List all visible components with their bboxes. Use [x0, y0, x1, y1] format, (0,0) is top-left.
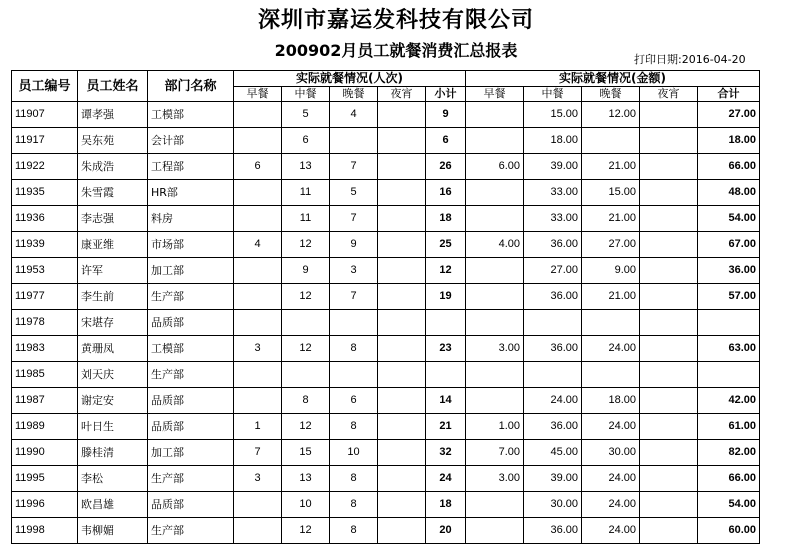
- supper-amount-cell: [640, 466, 698, 492]
- header-count-breakfast: 早餐: [234, 87, 282, 102]
- breakfast-amount-cell: [466, 362, 524, 388]
- breakfast-count-cell: [234, 128, 282, 154]
- header-dept: 部门名称: [148, 71, 234, 102]
- breakfast-count-cell: 4: [234, 232, 282, 258]
- lunch-count-cell: 13: [282, 466, 330, 492]
- table-row: [12, 232, 760, 258]
- table-row: [12, 310, 760, 336]
- lunch-amount-cell: [524, 310, 582, 336]
- breakfast-amount-cell: [466, 180, 524, 206]
- lunch-count-cell: [282, 310, 330, 336]
- lunch-count-cell: 12: [282, 284, 330, 310]
- table-row: [12, 362, 760, 388]
- breakfast-count-cell: [234, 206, 282, 232]
- total-amount-cell: 82.00: [698, 440, 760, 466]
- emp-name-cell: 李松: [78, 466, 148, 492]
- supper-amount-cell: [640, 440, 698, 466]
- total-amount-cell: 54.00: [698, 492, 760, 518]
- header-amount-group: 实际就餐情况(金额): [466, 71, 760, 87]
- total-amount-cell: 67.00: [698, 232, 760, 258]
- supper-amount-cell: [640, 492, 698, 518]
- supper-count-cell: [378, 310, 426, 336]
- subtotal-count-cell: 12: [426, 258, 466, 284]
- subtotal-count-cell: 9: [426, 102, 466, 128]
- dinner-amount-cell: 21.00: [582, 206, 640, 232]
- table-row: [12, 258, 760, 284]
- breakfast-count-cell: [234, 388, 282, 414]
- total-amount-cell: 63.00: [698, 336, 760, 362]
- breakfast-count-cell: [234, 492, 282, 518]
- dept-cell: 加工部: [148, 440, 234, 466]
- emp-id-cell: 11907: [12, 102, 78, 128]
- breakfast-amount-cell: [466, 258, 524, 284]
- subtotal-count-cell: 25: [426, 232, 466, 258]
- breakfast-amount-cell: [466, 206, 524, 232]
- breakfast-count-cell: 6: [234, 154, 282, 180]
- supper-count-cell: [378, 466, 426, 492]
- emp-id-cell: 11917: [12, 128, 78, 154]
- dinner-amount-cell: [582, 362, 640, 388]
- emp-name-cell: 宋堪存: [78, 310, 148, 336]
- dinner-count-cell: 4: [330, 102, 378, 128]
- lunch-count-cell: 11: [282, 180, 330, 206]
- breakfast-count-cell: [234, 518, 282, 544]
- breakfast-amount-cell: 1.00: [466, 414, 524, 440]
- total-amount-cell: 48.00: [698, 180, 760, 206]
- supper-amount-cell: [640, 102, 698, 128]
- dinner-count-cell: 8: [330, 414, 378, 440]
- dinner-amount-cell: 24.00: [582, 492, 640, 518]
- supper-count-cell: [378, 258, 426, 284]
- lunch-amount-cell: 24.00: [524, 388, 582, 414]
- supper-amount-cell: [640, 232, 698, 258]
- lunch-amount-cell: 36.00: [524, 414, 582, 440]
- table-row: [12, 388, 760, 414]
- print-date-label: 打印日期:: [634, 53, 682, 66]
- total-amount-cell: 61.00: [698, 414, 760, 440]
- breakfast-amount-cell: [466, 128, 524, 154]
- dept-cell: 生产部: [148, 466, 234, 492]
- emp-name-cell: 谢定安: [78, 388, 148, 414]
- table-row: [12, 102, 760, 128]
- dept-cell: 品质部: [148, 414, 234, 440]
- dinner-count-cell: [330, 310, 378, 336]
- supper-amount-cell: [640, 258, 698, 284]
- dinner-amount-cell: 24.00: [582, 414, 640, 440]
- supper-amount-cell: [640, 518, 698, 544]
- supper-amount-cell: [640, 128, 698, 154]
- emp-name-cell: 李生前: [78, 284, 148, 310]
- emp-name-cell: 刘天庆: [78, 362, 148, 388]
- lunch-count-cell: 5: [282, 102, 330, 128]
- emp-id-cell: 11977: [12, 284, 78, 310]
- emp-name-cell: 叶日生: [78, 414, 148, 440]
- subtotal-count-cell: 23: [426, 336, 466, 362]
- report-title: 200902月员工就餐消费汇总报表: [274, 41, 518, 60]
- supper-count-cell: [378, 518, 426, 544]
- breakfast-amount-cell: 3.00: [466, 336, 524, 362]
- dinner-count-cell: 5: [330, 180, 378, 206]
- total-amount-cell: [698, 362, 760, 388]
- dinner-count-cell: 8: [330, 336, 378, 362]
- emp-name-cell: 黄珊凤: [78, 336, 148, 362]
- dinner-count-cell: 7: [330, 206, 378, 232]
- dept-cell: 生产部: [148, 518, 234, 544]
- emp-id-cell: 11936: [12, 206, 78, 232]
- header-emp-id: 员工编号: [12, 71, 78, 102]
- emp-id-cell: 11978: [12, 310, 78, 336]
- header-count-group: 实际就餐情况(人次): [234, 71, 466, 87]
- supper-count-cell: [378, 232, 426, 258]
- dept-cell: HR部: [148, 180, 234, 206]
- table-row: [12, 492, 760, 518]
- header-amount-lunch: 中餐: [524, 87, 582, 102]
- lunch-count-cell: 12: [282, 336, 330, 362]
- dept-cell: 品质部: [148, 388, 234, 414]
- total-amount-cell: 36.00: [698, 258, 760, 284]
- dept-cell: 市场部: [148, 232, 234, 258]
- total-amount-cell: 54.00: [698, 206, 760, 232]
- breakfast-count-cell: [234, 180, 282, 206]
- dinner-count-cell: [330, 362, 378, 388]
- subtotal-count-cell: 19: [426, 284, 466, 310]
- supper-amount-cell: [640, 206, 698, 232]
- breakfast-count-cell: 7: [234, 440, 282, 466]
- breakfast-amount-cell: [466, 492, 524, 518]
- breakfast-amount-cell: [466, 102, 524, 128]
- emp-name-cell: 谭孝强: [78, 102, 148, 128]
- lunch-amount-cell: [524, 362, 582, 388]
- header-amount-total: 合计: [698, 87, 760, 102]
- header-count-lunch: 中餐: [282, 87, 330, 102]
- emp-id-cell: 11985: [12, 362, 78, 388]
- lunch-amount-cell: 36.00: [524, 232, 582, 258]
- dinner-amount-cell: 21.00: [582, 154, 640, 180]
- dinner-amount-cell: 27.00: [582, 232, 640, 258]
- breakfast-amount-cell: 7.00: [466, 440, 524, 466]
- total-amount-cell: 57.00: [698, 284, 760, 310]
- supper-count-cell: [378, 414, 426, 440]
- lunch-count-cell: 12: [282, 232, 330, 258]
- lunch-amount-cell: 18.00: [524, 128, 582, 154]
- subtotal-count-cell: 32: [426, 440, 466, 466]
- lunch-amount-cell: 36.00: [524, 336, 582, 362]
- supper-amount-cell: [640, 154, 698, 180]
- dinner-amount-cell: 12.00: [582, 102, 640, 128]
- subtotal-count-cell: 24: [426, 466, 466, 492]
- dept-cell: 工程部: [148, 154, 234, 180]
- subtotal-count-cell: 14: [426, 388, 466, 414]
- dinner-count-cell: 6: [330, 388, 378, 414]
- dinner-count-cell: 8: [330, 492, 378, 518]
- dinner-amount-cell: 24.00: [582, 466, 640, 492]
- emp-name-cell: 李志强: [78, 206, 148, 232]
- dinner-amount-cell: 24.00: [582, 518, 640, 544]
- lunch-amount-cell: 33.00: [524, 206, 582, 232]
- table-row: [12, 180, 760, 206]
- subtotal-count-cell: 6: [426, 128, 466, 154]
- emp-id-cell: 11935: [12, 180, 78, 206]
- lunch-count-cell: 11: [282, 206, 330, 232]
- emp-name-cell: 朱成浩: [78, 154, 148, 180]
- subtotal-count-cell: 20: [426, 518, 466, 544]
- lunch-count-cell: [282, 362, 330, 388]
- breakfast-count-cell: 3: [234, 336, 282, 362]
- table-body: [12, 102, 760, 544]
- lunch-amount-cell: 33.00: [524, 180, 582, 206]
- emp-id-cell: 11990: [12, 440, 78, 466]
- dinner-amount-cell: 9.00: [582, 258, 640, 284]
- supper-count-cell: [378, 362, 426, 388]
- dinner-count-cell: 8: [330, 518, 378, 544]
- lunch-count-cell: 15: [282, 440, 330, 466]
- dept-cell: 工模部: [148, 336, 234, 362]
- emp-id-cell: 11989: [12, 414, 78, 440]
- dept-cell: 生产部: [148, 362, 234, 388]
- dept-cell: 品质部: [148, 492, 234, 518]
- company-title: 深圳市嘉运发科技有限公司: [257, 8, 534, 33]
- breakfast-count-cell: [234, 258, 282, 284]
- dept-cell: 工模部: [148, 102, 234, 128]
- print-date-value: 2016-04-20: [681, 53, 746, 66]
- dinner-amount-cell: 15.00: [582, 180, 640, 206]
- dinner-count-cell: 7: [330, 284, 378, 310]
- header-count-supper: 夜宵: [378, 87, 426, 102]
- emp-id-cell: 11995: [12, 466, 78, 492]
- header-emp-name: 员工姓名: [78, 71, 148, 102]
- header-amount-supper: 夜宵: [640, 87, 698, 102]
- header-count-dinner: 晚餐: [330, 87, 378, 102]
- supper-count-cell: [378, 206, 426, 232]
- subtotal-count-cell: 21: [426, 414, 466, 440]
- total-amount-cell: 18.00: [698, 128, 760, 154]
- supper-count-cell: [378, 388, 426, 414]
- supper-count-cell: [378, 180, 426, 206]
- breakfast-count-cell: 3: [234, 466, 282, 492]
- emp-name-cell: 吴东苑: [78, 128, 148, 154]
- supper-count-cell: [378, 102, 426, 128]
- breakfast-count-cell: [234, 284, 282, 310]
- lunch-amount-cell: 45.00: [524, 440, 582, 466]
- emp-name-cell: 康亚维: [78, 232, 148, 258]
- meal-summary-table: [11, 70, 760, 544]
- lunch-amount-cell: 27.00: [524, 258, 582, 284]
- breakfast-amount-cell: 6.00: [466, 154, 524, 180]
- total-amount-cell: [698, 310, 760, 336]
- dept-cell: 会计部: [148, 128, 234, 154]
- lunch-amount-cell: 39.00: [524, 154, 582, 180]
- lunch-amount-cell: 39.00: [524, 466, 582, 492]
- dinner-amount-cell: [582, 128, 640, 154]
- supper-count-cell: [378, 154, 426, 180]
- lunch-amount-cell: 30.00: [524, 492, 582, 518]
- lunch-count-cell: 12: [282, 414, 330, 440]
- breakfast-count-cell: [234, 310, 282, 336]
- dept-cell: 品质部: [148, 310, 234, 336]
- subtotal-count-cell: [426, 310, 466, 336]
- dinner-amount-cell: 21.00: [582, 284, 640, 310]
- table-row: [12, 518, 760, 544]
- emp-name-cell: 朱雪霞: [78, 180, 148, 206]
- breakfast-amount-cell: 4.00: [466, 232, 524, 258]
- lunch-amount-cell: 36.00: [524, 284, 582, 310]
- dinner-count-cell: 10: [330, 440, 378, 466]
- emp-id-cell: 11983: [12, 336, 78, 362]
- breakfast-amount-cell: [466, 388, 524, 414]
- breakfast-amount-cell: [466, 310, 524, 336]
- table-row: [12, 206, 760, 232]
- subtotal-count-cell: 18: [426, 206, 466, 232]
- supper-amount-cell: [640, 414, 698, 440]
- emp-id-cell: 11998: [12, 518, 78, 544]
- dinner-amount-cell: [582, 310, 640, 336]
- supper-count-cell: [378, 492, 426, 518]
- header-amount-breakfast: 早餐: [466, 87, 524, 102]
- lunch-count-cell: 9: [282, 258, 330, 284]
- lunch-count-cell: 8: [282, 388, 330, 414]
- supper-amount-cell: [640, 362, 698, 388]
- lunch-amount-cell: 15.00: [524, 102, 582, 128]
- total-amount-cell: 27.00: [698, 102, 760, 128]
- supper-amount-cell: [640, 336, 698, 362]
- dinner-amount-cell: 30.00: [582, 440, 640, 466]
- dinner-amount-cell: 18.00: [582, 388, 640, 414]
- breakfast-count-cell: [234, 362, 282, 388]
- supper-count-cell: [378, 284, 426, 310]
- print-date: [634, 53, 746, 67]
- emp-name-cell: 欧昌雄: [78, 492, 148, 518]
- lunch-amount-cell: 36.00: [524, 518, 582, 544]
- emp-id-cell: 11996: [12, 492, 78, 518]
- table-row: [12, 440, 760, 466]
- table-row: [12, 466, 760, 492]
- dept-cell: 料房: [148, 206, 234, 232]
- total-amount-cell: 66.00: [698, 466, 760, 492]
- emp-id-cell: 11922: [12, 154, 78, 180]
- dinner-count-cell: [330, 128, 378, 154]
- table-row: [12, 284, 760, 310]
- dinner-count-cell: 8: [330, 466, 378, 492]
- dinner-count-cell: 9: [330, 232, 378, 258]
- table-row: [12, 414, 760, 440]
- subtotal-count-cell: [426, 362, 466, 388]
- dept-cell: 生产部: [148, 284, 234, 310]
- breakfast-amount-cell: 3.00: [466, 466, 524, 492]
- supper-count-cell: [378, 128, 426, 154]
- lunch-count-cell: 12: [282, 518, 330, 544]
- dinner-count-cell: 7: [330, 154, 378, 180]
- supper-amount-cell: [640, 284, 698, 310]
- breakfast-amount-cell: [466, 284, 524, 310]
- dinner-amount-cell: 24.00: [582, 336, 640, 362]
- supper-amount-cell: [640, 388, 698, 414]
- total-amount-cell: 42.00: [698, 388, 760, 414]
- table-row: [12, 154, 760, 180]
- lunch-count-cell: 6: [282, 128, 330, 154]
- emp-name-cell: 滕桂清: [78, 440, 148, 466]
- breakfast-count-cell: [234, 102, 282, 128]
- header-amount-dinner: 晚餐: [582, 87, 640, 102]
- total-amount-cell: 66.00: [698, 154, 760, 180]
- supper-amount-cell: [640, 180, 698, 206]
- total-amount-cell: 60.00: [698, 518, 760, 544]
- breakfast-amount-cell: [466, 518, 524, 544]
- dept-cell: 加工部: [148, 258, 234, 284]
- emp-id-cell: 11987: [12, 388, 78, 414]
- header-count-subtotal: 小计: [426, 87, 466, 102]
- emp-id-cell: 11953: [12, 258, 78, 284]
- breakfast-count-cell: 1: [234, 414, 282, 440]
- table-row: [12, 336, 760, 362]
- emp-id-cell: 11939: [12, 232, 78, 258]
- emp-name-cell: 许军: [78, 258, 148, 284]
- lunch-count-cell: 13: [282, 154, 330, 180]
- dinner-count-cell: 3: [330, 258, 378, 284]
- supper-count-cell: [378, 336, 426, 362]
- lunch-count-cell: 10: [282, 492, 330, 518]
- supper-amount-cell: [640, 310, 698, 336]
- subtotal-count-cell: 26: [426, 154, 466, 180]
- subtotal-count-cell: 18: [426, 492, 466, 518]
- subtotal-count-cell: 16: [426, 180, 466, 206]
- emp-name-cell: 韦柳媚: [78, 518, 148, 544]
- supper-count-cell: [378, 440, 426, 466]
- table-row: [12, 128, 760, 154]
